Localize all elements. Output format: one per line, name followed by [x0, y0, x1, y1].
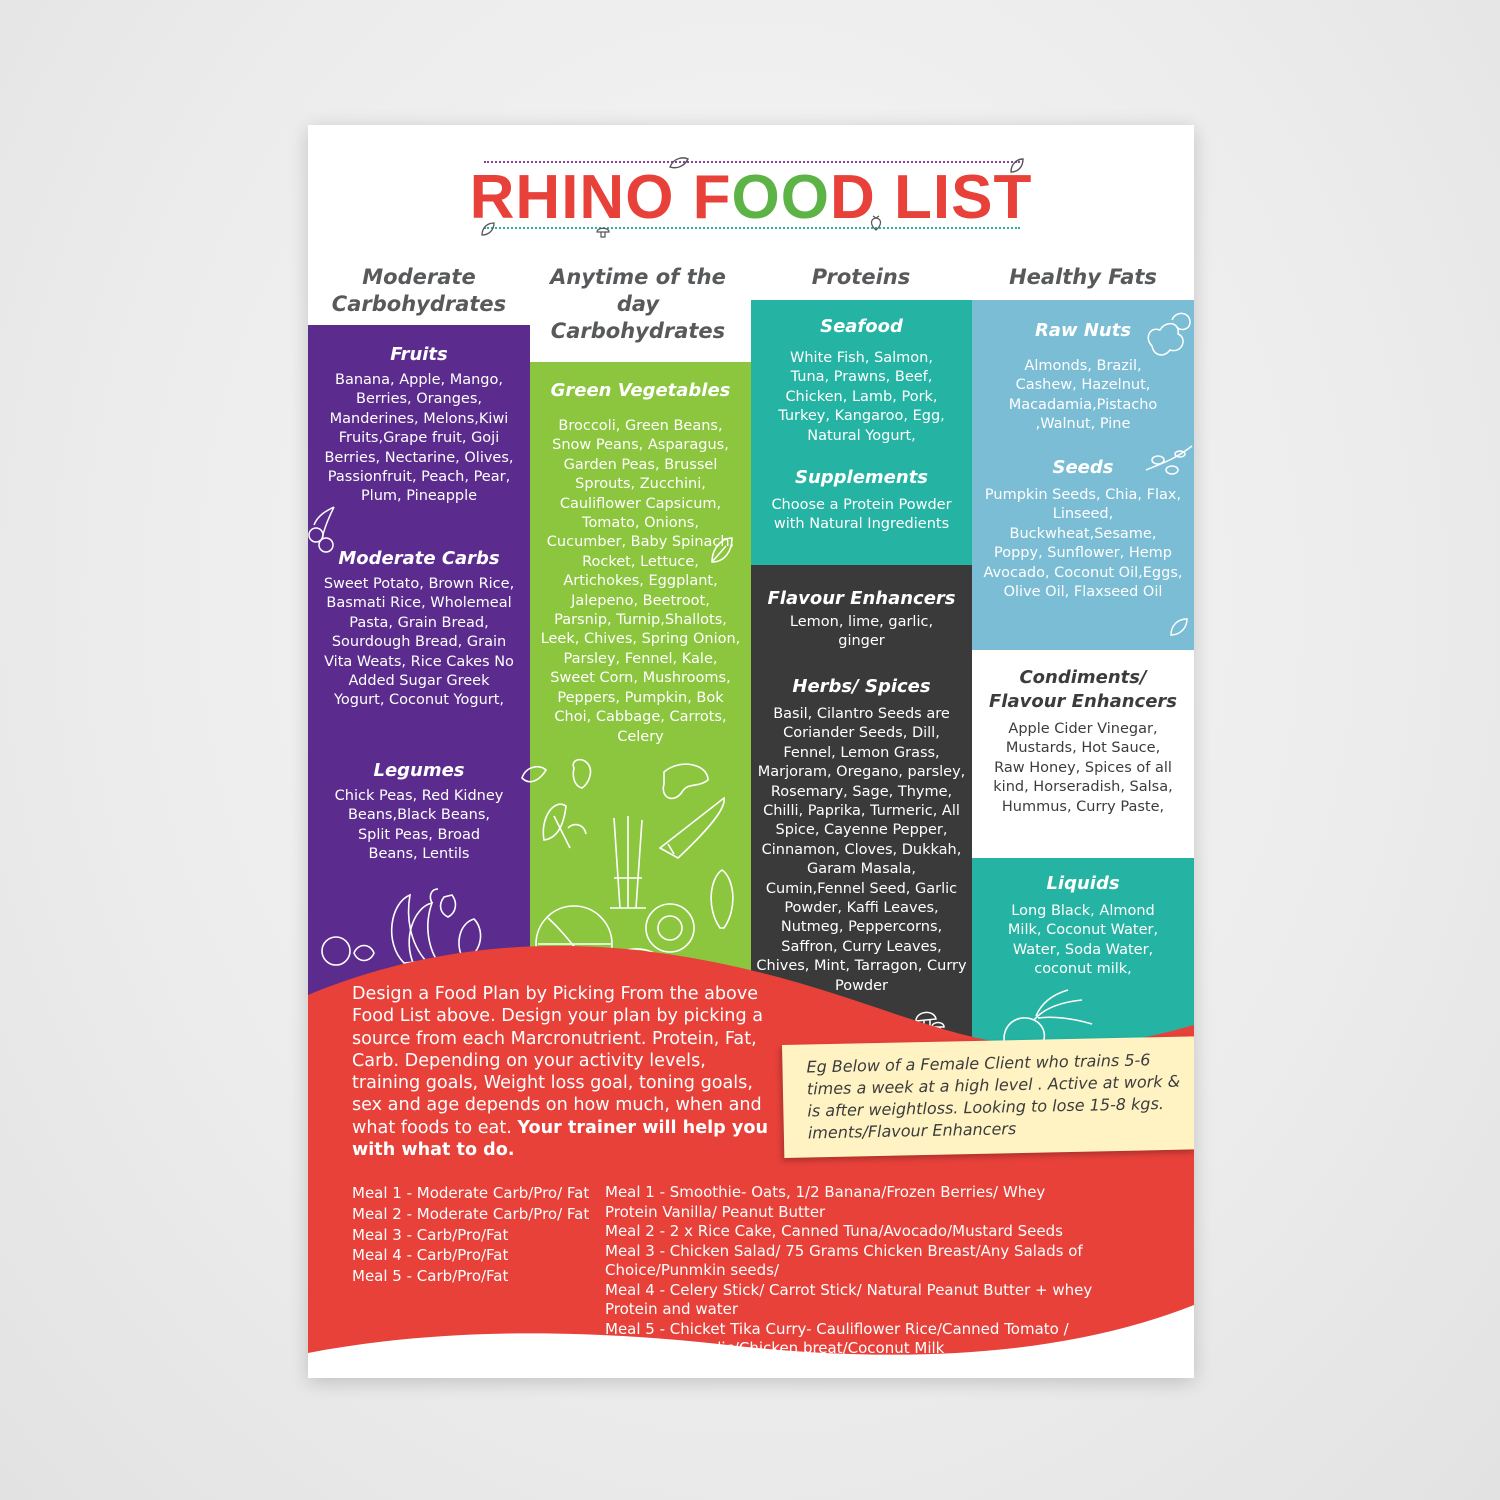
meal-example-list [605, 1183, 1095, 1359]
example-text: Eg Below of a Female Client who trains 5-6 times a week at a high level . Active at work & is after weightloss. Looking to lose 15-8 kgs. iments/Flavour Enhancers [806, 1050, 1181, 1143]
section-text: Lemon, lime, garlic, ginger [789, 614, 934, 650]
section-title: Flavour Enhancers [767, 588, 956, 609]
title-tomato-o: O [731, 163, 781, 232]
section-title: Green Vegetables [550, 380, 731, 401]
column-title-healthy-fats: Healthy Fats [1009, 265, 1157, 289]
section-title: Liquids [1046, 873, 1120, 894]
section-text: Apple Cider Vinegar, Mustards, Hot Sauce, Raw Honey, Spices of all kind, Horseradish, Salsa, Hummus, Curry Paste, [993, 721, 1173, 815]
page-title [308, 165, 1194, 231]
strawberry-icon [868, 213, 884, 231]
section-text: Banana, Apple, Mango, Berries, Oranges, Manderines, Melons,Kiwi Fruits,Grape fruit, Goji Berries, Nectarine, Olives, Passionfruit, Peach, Pear, Plum, Pineapple [324, 372, 514, 505]
meal-example-item: Meal 3 - Chicken Salad/ 75 Grams Chicken Breast/Any Salads of Choice/Punmkin seeds/ [605, 1241, 1083, 1279]
section-title: Condiments/ Flavour Enhancers [988, 667, 1178, 712]
meal-example-item: Meal 2 - 2 x Rice Cake, Canned Tuna/Avocado/Mustard Seeds [605, 1222, 1063, 1240]
section-title: Raw Nuts [1034, 320, 1132, 341]
plan-bold-note: Your trainer will help you with what to do. [352, 1117, 768, 1161]
section-title: Seeds [1052, 457, 1114, 478]
column-title-proteins: Proteins [811, 265, 911, 289]
section-title: Herbs/ Spices [792, 676, 931, 697]
section-text: Almonds, Brazil, Cashew, Hazelnut, Macadamia,Pistacho ,Walnut, Pine [1008, 358, 1158, 433]
proteins-panel [751, 300, 972, 565]
meal-example-item: Meal 1 - Smoothie- Oats, 1/2 Banana/Frozen Berries/ Whey Protein Vanilla/ Peanut Butter [605, 1183, 1046, 1221]
meal-structure-item: Meal 2 - Moderate Carb/Pro/ Fat [352, 1204, 590, 1223]
section-title: Supplements [794, 467, 929, 488]
section-supplements [751, 466, 972, 535]
leaf-icon [708, 534, 736, 566]
plan-instructions [352, 983, 772, 1161]
section-legumes [308, 759, 530, 865]
section-text: Pumpkin Seeds, Chia, Flax, Linseed, Buckwheat,Sesame, Poppy, Sunflower, Hemp Avocado, Coconut Oil,Eggs, Olive Oil, Flaxseed Oil [983, 487, 1183, 601]
example-note [782, 1036, 1194, 1158]
section-text: Basil, Cilantro Seeds are Coriander Seeds, Dill, Fennel, Lemon Grass, Marjoram, Oregano, parsley, Rosemary, Sage, Thyme, Chilli, Paprika, Turmeric, All Spice, Cayenne Pepper, Cinnamon, Cloves, Dukkah, Garam Masala, Cumin,Fennel Seed, Garlic Powder, Kaffi Leaves, Nutmeg, Peppercorns, Saffron, Curry Leaves, Chives, Mint, Tarragon, Curry Powder [756, 706, 967, 994]
section-moderate-carbs [308, 547, 530, 711]
plan-text: Design a Food Plan by Picking From the above Food List above. Design your plan by picking a source from each Marcronutrient. Protein, Fat, Carb. Depending on your activity levels, training goals, Weight loss goal, toning goals, sex and age depends on how much, when and what foods to eat. [352, 984, 764, 1138]
section-text: Chick Peas, Red Kidney Beans,Black Beans, Split Peas, Broad Beans, Lentils [334, 788, 504, 863]
section-seafood [751, 315, 972, 446]
meal-structure-item: Meal 4 - Carb/Pro/Fat [352, 1246, 509, 1265]
section-title: Moderate Carbs [338, 548, 500, 569]
cherry-icon [308, 505, 344, 555]
section-text: Sweet Potato, Brown Rice, Basmati Rice, Wholemeal Pasta, Grain Bread, Sourdough Bread, Grain Vita Weats, Rice Cakes No Added Sugar Greek Yogurt, Coconut Yogurt, [323, 576, 515, 709]
mushroom-icon [596, 225, 610, 239]
olive-branch-icon [1144, 440, 1194, 486]
peanut-icon [1142, 306, 1194, 366]
section-text: White Fish, Salmon, Tuna, Prawns, Beef, Chicken, Lamb, Pork, Turkey, Kangaroo, Egg, Natural Yogurt, [778, 350, 945, 444]
section-flavour-enhancers [751, 587, 972, 652]
section-condiments [972, 666, 1194, 817]
title-part-2: D LIST [830, 163, 1033, 232]
meal-example-item: Meal 5 - Chicket Tika Curry- Cauliflower Rice/Canned Tomato / Tika Paste, Garlic/Chicken breat/Coconut Milk [605, 1319, 1069, 1357]
meal-structure-item: Meal 3 - Carb/Pro/Fat [352, 1225, 509, 1244]
condiments-panel [972, 650, 1194, 858]
section-title: Seafood [820, 316, 903, 337]
section-text: Choose a Protein Powder with Natural Ingredients [771, 497, 952, 533]
leaf-icon [1168, 616, 1190, 638]
meal-structure-list [352, 1183, 592, 1287]
meal-example-item: Meal 4 - Celery Stick/ Carrot Stick/ Natural Peanut Butter + whey Protein and water [605, 1280, 1093, 1318]
section-text: Broccoli, Green Beans, Snow Peans, Asparagus, Garden Peas, Brussel Sprouts, Zucchini, Cauliflower Capsicum, Tomato, Onions, Cucumber, Baby Spinach, Rocket, Lettuce, Artichokes, Eggplant, Jalepeno, Beetroot, Parsnip, Turnip,Shallots, Leek, Chives, Spring Onion, Parsley, Fennel, Kale, Sweet Corn, Mushrooms, Peppers, Pumpkin, Bok Choi, Cabbage, Carrots, Celery [540, 418, 741, 745]
column-title-anytime-carbs: Anytime of the day Carbohydrates [550, 265, 726, 343]
title-tomato-o-2: O [780, 163, 830, 232]
food-list-poster [308, 125, 1194, 1378]
meal-structure-item: Meal 5 - Carb/Pro/Fat [352, 1267, 509, 1286]
section-title: Legumes [373, 760, 465, 781]
title-part-1: RHINO F [469, 163, 732, 232]
healthy-fats-panel [972, 300, 1194, 650]
section-fruits [308, 343, 530, 507]
column-title-moderate-carbs: Moderate Carbohydrates [331, 265, 507, 316]
section-text: Long Black, Almond Milk, Coconut Water, Water, Soda Water, coconut milk, [1007, 903, 1159, 978]
meal-structure-item: Meal 1 - Moderate Carb/Pro/ Fat [352, 1184, 590, 1202]
section-title: Fruits [390, 344, 448, 365]
